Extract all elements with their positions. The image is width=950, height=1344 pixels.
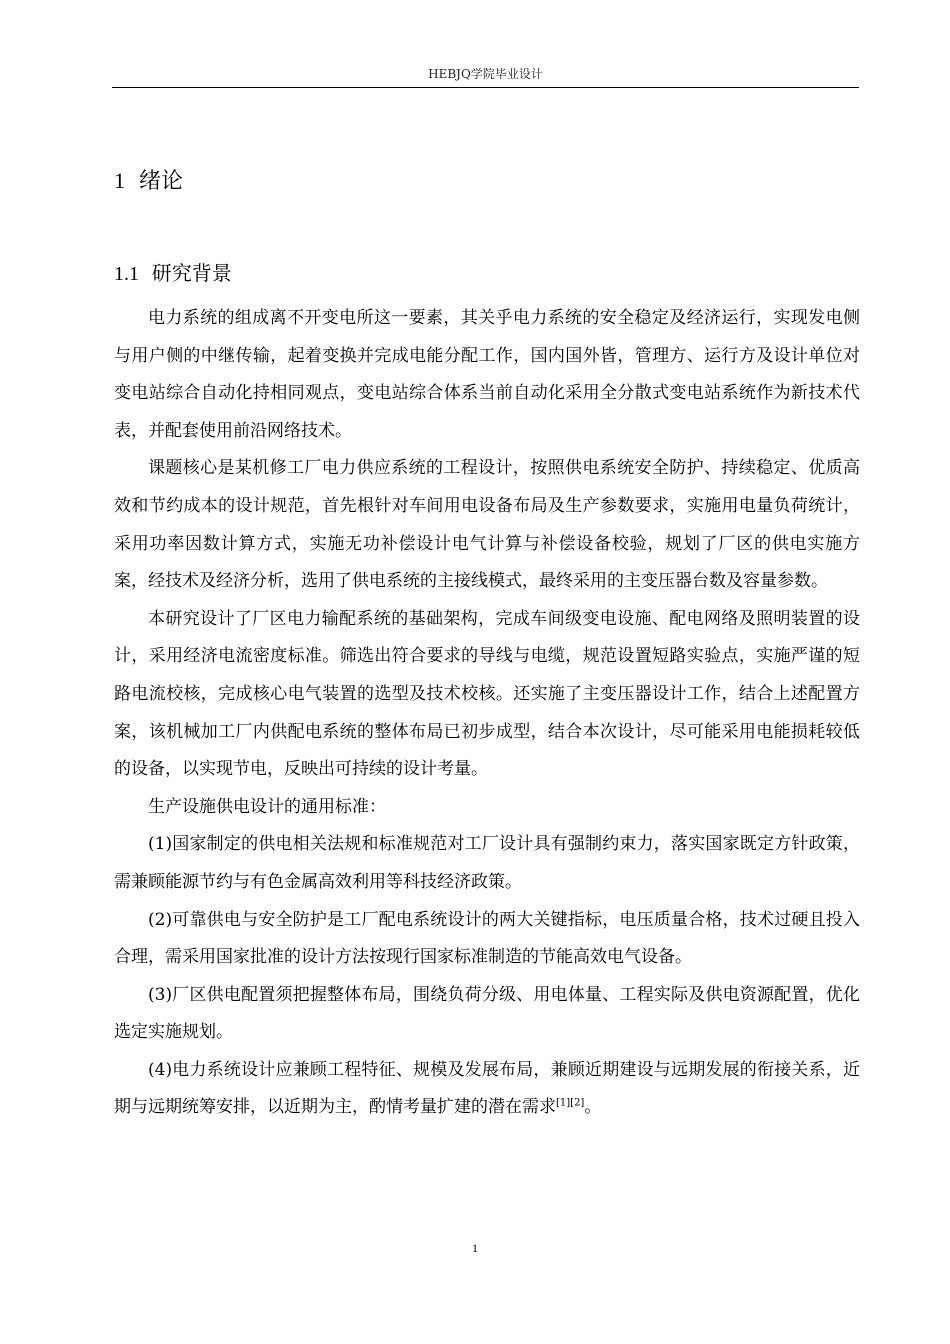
paragraph: (2)可靠供电与安全防护是工厂配电系统设计的两大关键指标，电压质量合格，技术过硬且投入合理，需采用国家批准的设计方法按现行国家标准制造的节能高效电气设备。 <box>114 909 860 968</box>
paragraph: 本研究设计了厂区电力输配系统的基础架构，完成车间级变电设施、配电网络及照明装置的设计，采用经济电流密度标准。筛选出符合要求的导线与电缆，规范设置短路实验点，实施严谨的短路电流校核，完成核心电气装置的选型及技术校核。还实施了主变压器设计工作，结合上述配置方案，该机械加工厂内供配电系统的整体布局已初步成型，结合本次设计，尽可能采用电能损耗较低的设备，以实现节电，反映出可持续的设计考量。 <box>114 608 860 780</box>
header-rule <box>112 87 859 88</box>
page-number: 1 <box>472 1241 478 1255</box>
section-title-text: 研究背景 <box>151 261 232 285</box>
chapter-title-text: 绪论 <box>139 169 184 194</box>
chapter-number: 1 <box>114 168 125 193</box>
paragraph-text: (4)电力系统设计应兼顾工程特征、规模及发展布局，兼顾近期建设与远期发展的衔接关系，近期与远期统筹安排，以近期为主，酌情考量扩建的潜在需求 <box>114 1059 860 1118</box>
paragraph: (3)厂区供电配置须把握整体布局，围绕负荷分级、用电体量、工程实际及供电资源配置，优化选定实施规划。 <box>114 984 860 1043</box>
paragraph: 电力系统的组成离不开变电所这一要素，其关乎电力系统的安全稳定及经济运行，实现发电侧与用户侧的中继传输，起着变换并完成电能分配工作，国内国外皆，管理方、运行方及设计单位对变电站综合自动化持相同观点，变电站综合体系当前自动化采用全分散式变电站系统作为新技术代表，并配套使用前沿网络技术。 <box>114 308 860 441</box>
page-header: HEBJQ学院毕业设计 <box>428 67 543 81</box>
paragraph: (1)国家制定的供电相关法规和标准规范对工厂设计具有强制约束力，落实国家既定方针政策，需兼顾能源节约与有色金属高效利用等科技经济政策。 <box>114 834 860 892</box>
paragraph: 课题核心是某机修工厂电力供应系统的工程设计，按照供电系统安全防护、持续稳定、优质高效和节约成本的设计规范，首先根针对车间用电设备布局及生产参数要求，实施用电量负荷统计，采用功率因数计算方式，实施无功补偿设计电气计算与补偿设备校验，规划了厂区的供电实施方案，经技术及经济分析，选用了供电系统的主接线模式，最终采用的主变压器台数及容量参数。 <box>114 458 860 592</box>
citation-reference[interactable]: [1][2] <box>556 1097 585 1109</box>
paragraph <box>114 1052 860 1127</box>
paragraph-end: 。 <box>584 1097 602 1118</box>
chapter-title <box>114 164 183 199</box>
paragraph: 生产设施供电设计的通用标准： <box>148 796 386 817</box>
section-title <box>114 256 232 291</box>
section-number: 1.1 <box>114 263 139 285</box>
body-text <box>114 300 860 1127</box>
